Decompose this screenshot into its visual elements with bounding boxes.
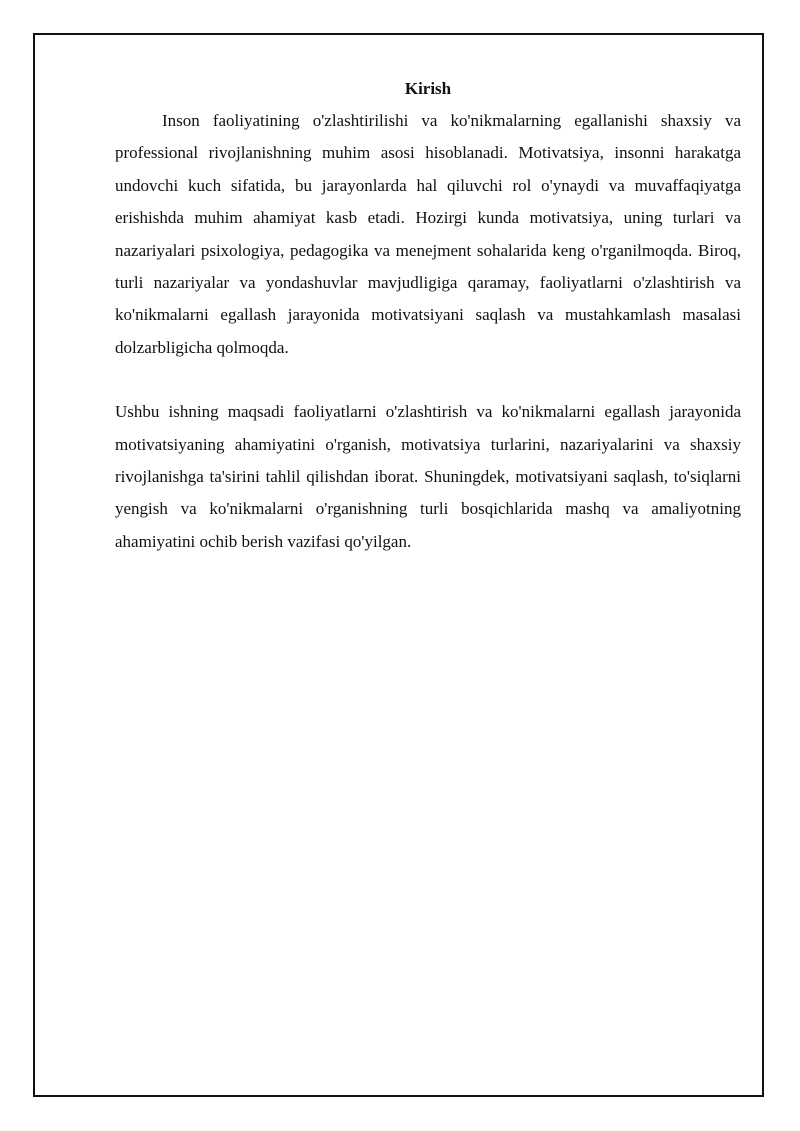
paragraph-introduction: Inson faoliyatining o'zlashtirilishi va ko'nikmalarning egallanishi shaxsiy va professional rivojlanishning muhim asosi hisoblanadi. Motivatsiya, insonni harakatga undovchi kuch sifatida, bu jarayonlarda hal qiluvchi rol o'ynaydi va muvaffaqiyatga erishishda muhim ahamiyat kasb etadi. Hozirgi kunda motivatsiya, uning turlari va nazariyalari psixologiya, pedagogika va menejment sohalarida keng o'rganilmoqda. Biroq, turli nazariyalar va yondashuvlar mavjudligiga qaramay, faoliyatlarni o'zlashtirish va ko'nikmalarni egallash jarayonida motivatsiyani saqlash va mustahkamlash masalasi dolzarbligicha qolmoqda. [115, 111, 741, 357]
paragraph-purpose: Ushbu ishning maqsadi faoliyatlarni o'zlashtirish va ko'nikmalarni egallash jarayonida motivatsiyaning ahamiyatini o'rganish, motivatsiya turlarini, nazariyalarini va shaxsiy rivojlanishga ta'sirini tahlil qilishdan iborat. Shuningdek, motivatsiyani saqlash, to'siqlarni yengish va ko'nikmalarni o'rganishning turli bosqichlarida mashq va amaliyotning ahamiyatini ochib berish vazifasi qo'yilgan. [115, 402, 741, 551]
document-title: Kirish [404, 79, 452, 98]
document-body [115, 76, 741, 558]
paragraph-spacer [115, 364, 741, 396]
